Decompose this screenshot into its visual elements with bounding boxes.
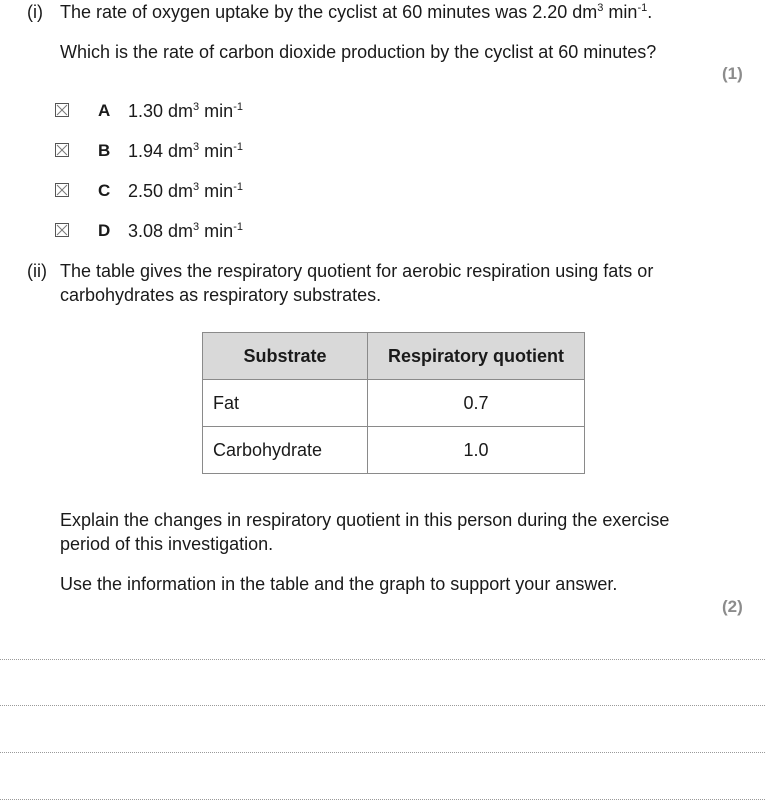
stem-sup-neg1: -1 <box>637 2 648 14</box>
explain-line1: Explain the changes in respiratory quotient in this person during the exercise <box>60 510 670 530</box>
table-row <box>203 380 585 427</box>
sup-neg1: -1 <box>233 141 243 153</box>
cross-box-icon <box>56 144 68 156</box>
answer-line[interactable] <box>0 659 765 660</box>
table-cell-rq: 1.0 <box>368 427 585 474</box>
answer-line[interactable] <box>0 705 765 706</box>
option-d-value <box>128 219 243 243</box>
cross-box-icon <box>56 104 68 116</box>
cross-box-icon <box>56 224 68 236</box>
sup-cube: 3 <box>193 101 200 113</box>
answer-line[interactable] <box>0 752 765 753</box>
part-ii-marks: (2) <box>722 597 743 616</box>
part-i-question: Which is the rate of carbon dioxide production by the cyclist at 60 minutes? <box>60 42 657 62</box>
sup-neg1: -1 <box>233 101 243 113</box>
part-ii-label: (ii) <box>27 261 47 281</box>
unit-min: min <box>199 141 234 161</box>
table-header-row <box>203 333 585 380</box>
option-d-checkbox[interactable] <box>55 223 69 237</box>
part-i-label: (i) <box>27 2 43 22</box>
part-ii-intro-line2: carbohydrates as respiratory substrates. <box>60 285 382 305</box>
sup-neg1: -1 <box>233 221 243 233</box>
table-row <box>203 427 585 474</box>
option-d-number: 3.08 dm <box>128 221 194 241</box>
option-a-number: 1.30 dm <box>128 101 194 121</box>
part-ii-intro-line1: The table gives the respiratory quotient for aerobic respiration using fats or <box>60 261 654 281</box>
sup-neg1: -1 <box>233 181 243 193</box>
sup-cube: 3 <box>193 181 200 193</box>
option-c-letter: C <box>98 181 111 200</box>
unit-min: min <box>199 221 234 241</box>
stem-sup-cube: 3 <box>597 2 604 14</box>
stem-unit: min <box>603 2 638 22</box>
cross-box-icon <box>56 184 68 196</box>
table-header-substrate: Substrate <box>203 333 368 380</box>
table-cell-substrate: Carbohydrate <box>203 427 368 474</box>
option-b-number: 1.94 dm <box>128 141 194 161</box>
sup-cube: 3 <box>193 221 200 233</box>
stem-text: The rate of oxygen uptake by the cyclist at 60 minutes was 2.20 dm <box>60 2 598 22</box>
part-i-marks: (1) <box>722 64 743 83</box>
unit-min: min <box>199 101 234 121</box>
unit-min: min <box>199 181 234 201</box>
sup-cube: 3 <box>193 141 200 153</box>
option-a-letter: A <box>98 101 111 120</box>
option-c-number: 2.50 dm <box>128 181 194 201</box>
use-info-instruction: Use the information in the table and the graph to support your answer. <box>60 574 618 594</box>
option-c-value <box>128 179 243 203</box>
table-cell-substrate: Fat <box>203 380 368 427</box>
option-b-checkbox[interactable] <box>55 143 69 157</box>
answer-line[interactable] <box>0 799 765 800</box>
option-a-value <box>128 99 243 123</box>
option-d-letter: D <box>98 221 111 240</box>
option-c-checkbox[interactable] <box>55 183 69 197</box>
table-cell-rq: 0.7 <box>368 380 585 427</box>
explain-line2: period of this investigation. <box>60 534 274 554</box>
part-i-stem <box>60 0 652 24</box>
option-b-letter: B <box>98 141 111 160</box>
respiratory-quotient-table <box>202 332 585 474</box>
stem-end: . <box>647 2 653 22</box>
option-a-checkbox[interactable] <box>55 103 69 117</box>
option-b-value <box>128 139 243 163</box>
table-header-rq: Respiratory quotient <box>368 333 585 380</box>
